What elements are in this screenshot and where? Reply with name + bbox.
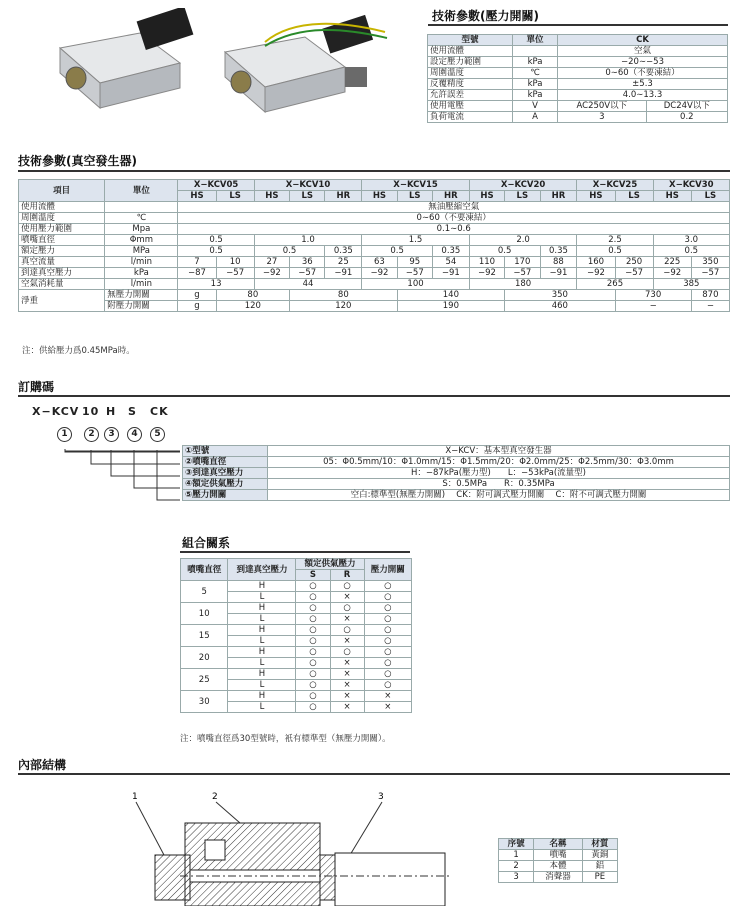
col-header: HR: [325, 191, 362, 202]
table-cell: H：−87kPa(壓力型) L：−53kPa(流量型): [268, 468, 730, 479]
table-cell: ○: [330, 581, 364, 592]
table-cell: 54: [432, 257, 469, 268]
table-cell: ×: [330, 592, 364, 603]
table-cell: 460: [505, 301, 615, 312]
table-cell: 190: [397, 301, 505, 312]
col-header: HR: [432, 191, 469, 202]
table-cell: 100: [362, 279, 470, 290]
col-header: LS: [615, 191, 653, 202]
table-cell: ○: [296, 614, 330, 625]
table-cell: 350: [691, 257, 729, 268]
table-cell: g: [178, 301, 216, 312]
table-cell: ⑤壓力開關: [183, 490, 268, 501]
table-cell: 空氣: [558, 46, 728, 57]
table-cell: kPa: [513, 90, 558, 101]
table-cell: 空白:標準型(無壓力開關) CK：附可調式壓力開關 C：附不可調式壓力開關: [268, 490, 730, 501]
table-cell: kPa: [513, 79, 558, 90]
table-cell: L: [228, 592, 296, 603]
table-cell: 設定壓力範圍: [428, 57, 513, 68]
table-cell: −92: [577, 268, 615, 279]
col-header: 型號: [428, 35, 513, 46]
table-cell: 噴嘴: [534, 850, 583, 861]
order-code-number: 4: [127, 427, 142, 442]
table-cell: A: [513, 112, 558, 123]
table-cell: H: [228, 581, 296, 592]
table-cell: H: [228, 691, 296, 702]
table-cell: 周圍溫度: [428, 68, 513, 79]
table-cell: 4.0∼13.3: [558, 90, 728, 101]
table-cell: 25: [181, 669, 228, 691]
table-cell: 170: [505, 257, 540, 268]
table-cell: 1.0: [254, 235, 362, 246]
order-code-number: 5: [150, 427, 165, 442]
order-code-part: S: [128, 405, 137, 418]
table-cell: H: [228, 625, 296, 636]
table-cell: ○: [330, 625, 364, 636]
table-cell: 20: [181, 647, 228, 669]
col-header: 壓力開關: [364, 559, 411, 581]
table-cell: 10: [181, 603, 228, 625]
table-cell: 真空流量: [19, 257, 105, 268]
table-cell: ④額定供氣壓力: [183, 479, 268, 490]
col-header: CK: [558, 35, 728, 46]
table-cell: 10: [216, 257, 254, 268]
table-cell: X−KCV：基本型真空發生器: [268, 446, 730, 457]
col-header: LS: [290, 191, 325, 202]
table-cell: 0.5: [653, 246, 729, 257]
table-cell: 本體: [534, 861, 583, 872]
col-header: S: [296, 570, 330, 581]
table-cell: 36: [290, 257, 325, 268]
table-cell: 鋁: [582, 861, 617, 872]
table-cell: L: [228, 658, 296, 669]
col-header: 名稱: [534, 839, 583, 850]
table-cell: ○: [296, 603, 330, 614]
table-cell: 0.35: [325, 246, 362, 257]
order-code-part: H: [106, 405, 117, 418]
order-title: 訂購碼: [18, 380, 55, 394]
table-cell: 2.0: [469, 235, 577, 246]
table-cell: −: [691, 301, 729, 312]
table-cell: 允許誤差: [428, 90, 513, 101]
col-header: X−KCV25: [577, 180, 653, 191]
table-cell: 反覆精度: [428, 79, 513, 90]
order-code-number: 3: [104, 427, 119, 442]
col-header: 噴嘴直徑: [181, 559, 228, 581]
table-cell: 7: [178, 257, 216, 268]
table-cell: −92: [653, 268, 691, 279]
col-header: LS: [505, 191, 540, 202]
divider: [18, 773, 730, 775]
table-cell: l/min: [105, 257, 178, 268]
table-cell: [513, 46, 558, 57]
table-cell: 63: [362, 257, 397, 268]
table-cell: ×: [330, 614, 364, 625]
table-cell: ○: [296, 691, 330, 702]
table-cell: 160: [577, 257, 615, 268]
table-cell: 0.5: [469, 246, 540, 257]
table-cell: 1: [499, 850, 534, 861]
table-cell: PE: [582, 872, 617, 883]
table-cell: 2.5: [577, 235, 653, 246]
table-cell: 附壓力開關: [105, 301, 178, 312]
divider: [428, 24, 728, 26]
table-cell: 140: [397, 290, 505, 301]
divider: [180, 551, 410, 553]
table-cell: ○: [296, 702, 330, 713]
structure-title: 內部結構: [18, 758, 67, 772]
table-cell: ○: [364, 658, 411, 669]
col-header: 項目: [19, 180, 105, 202]
table-cell: −57: [505, 268, 540, 279]
table-cell: 350: [505, 290, 615, 301]
table-cell: 3: [558, 112, 647, 123]
table-cell: −92: [362, 268, 397, 279]
callout-2: 2: [212, 792, 218, 802]
table-cell: ②噴嘴直徑: [183, 457, 268, 468]
table-cell: 3.0: [653, 235, 729, 246]
combo-title: 組合關系: [182, 536, 231, 550]
table-cell: −57: [216, 268, 254, 279]
col-header: 單位: [105, 180, 178, 202]
internal-structure-diagram: [120, 785, 460, 906]
table-cell: 空氣消耗量: [19, 279, 105, 290]
table-cell: AC250V以下: [558, 101, 647, 112]
table-cell: −20∼−53: [558, 57, 728, 68]
col-header: HS: [178, 191, 216, 202]
table-cell: 3: [499, 872, 534, 883]
table-cell: 120: [216, 301, 289, 312]
order-code-number: 2: [84, 427, 99, 442]
table-cell: 1.5: [362, 235, 470, 246]
table-cell: ○: [364, 636, 411, 647]
generator-note: 注：供給壓力爲0.45MPa時。: [22, 346, 135, 356]
table-cell: Φmm: [105, 235, 178, 246]
table-cell: ○: [364, 625, 411, 636]
table-cell: 使用流體: [19, 202, 105, 213]
table-cell: 05：Φ0.5mm/10：Φ1.0mm/15：Φ1.5mm/20：Φ2.0mm/25：Φ2.5mm/30：Φ3.0mm: [268, 457, 730, 468]
table-cell: ×: [330, 702, 364, 713]
col-header: 材質: [582, 839, 617, 850]
col-header: LS: [216, 191, 254, 202]
generator-table: [18, 179, 730, 312]
table-cell: [105, 202, 178, 213]
table-cell: Mpa: [105, 224, 178, 235]
table-cell: MPa: [105, 246, 178, 257]
table-cell: 0.2: [646, 112, 727, 123]
col-header: X−KCV15: [362, 180, 470, 191]
col-header: X−KCV05: [178, 180, 254, 191]
table-cell: H: [228, 603, 296, 614]
table-cell: 870: [691, 290, 729, 301]
pressure-switch-table: [427, 34, 728, 123]
table-cell: ○: [296, 581, 330, 592]
table-cell: g: [178, 290, 216, 301]
table-cell: 80: [216, 290, 289, 301]
table-cell: l/min: [105, 279, 178, 290]
table-cell: ×: [330, 680, 364, 691]
divider: [18, 170, 730, 172]
structure-table: [498, 838, 618, 883]
col-header: HS: [577, 191, 615, 202]
table-cell: −: [615, 301, 691, 312]
table-cell: 0.5: [178, 235, 254, 246]
col-header: 到達真空壓力: [228, 559, 296, 581]
product-photo-switch: [205, 12, 395, 117]
table-cell: 0.35: [432, 246, 469, 257]
table-cell: L: [228, 680, 296, 691]
divider: [18, 395, 730, 397]
table-cell: ○: [296, 658, 330, 669]
table-cell: ○: [364, 581, 411, 592]
table-cell: −57: [397, 268, 432, 279]
table-cell: 額定壓力: [19, 246, 105, 257]
table-cell: ○: [296, 592, 330, 603]
combo-note: 注：噴嘴直徑爲30型號時，衹有標準型（無壓力開關）。: [180, 734, 391, 744]
col-header: HS: [254, 191, 289, 202]
table-cell: 88: [540, 257, 577, 268]
table-cell: 0.1∼0.6: [178, 224, 730, 235]
table-cell: ○: [296, 680, 330, 691]
table-cell: 80: [290, 290, 398, 301]
table-cell: 5: [181, 581, 228, 603]
table-cell: 使用電壓: [428, 101, 513, 112]
order-code-part: X−KCV: [32, 405, 80, 418]
table-cell: kPa: [513, 57, 558, 68]
table-cell: ℃: [105, 213, 178, 224]
table-cell: ①型號: [183, 446, 268, 457]
table-cell: DC24V以下: [646, 101, 727, 112]
table-cell: 25: [325, 257, 362, 268]
table-cell: −91: [432, 268, 469, 279]
table-cell: 385: [653, 279, 729, 290]
col-header: R: [330, 570, 364, 581]
table-cell: 225: [653, 257, 691, 268]
table-cell: −92: [254, 268, 289, 279]
generator-title: 技術參數(真空發生器): [18, 154, 137, 168]
table-cell: ±5.3: [558, 79, 728, 90]
table-cell: 負荷電流: [428, 112, 513, 123]
callout-1: 1: [132, 792, 138, 802]
table-cell: L: [228, 702, 296, 713]
table-cell: 淨重: [19, 290, 105, 312]
table-cell: 使用壓力範圍: [19, 224, 105, 235]
table-cell: 15: [181, 625, 228, 647]
table-cell: 120: [290, 301, 398, 312]
table-cell: −87: [178, 268, 216, 279]
table-cell: 消聲器: [534, 872, 583, 883]
table-cell: 到達真空壓力: [19, 268, 105, 279]
order-table: [182, 445, 730, 501]
table-cell: 95: [397, 257, 432, 268]
col-header: X−KCV30: [653, 180, 729, 191]
table-cell: 730: [615, 290, 691, 301]
order-code-part: CK: [150, 405, 169, 418]
table-cell: ○: [330, 647, 364, 658]
table-cell: −91: [540, 268, 577, 279]
table-cell: −57: [615, 268, 653, 279]
table-cell: ○: [296, 625, 330, 636]
callout-3: 3: [378, 792, 384, 802]
table-cell: 0∼60（不要凍結）: [178, 213, 730, 224]
table-cell: H: [228, 669, 296, 680]
table-cell: kPa: [105, 268, 178, 279]
table-cell: ○: [364, 680, 411, 691]
col-header: HS: [362, 191, 397, 202]
table-cell: H: [228, 647, 296, 658]
table-cell: ×: [364, 702, 411, 713]
table-cell: 13: [178, 279, 254, 290]
table-cell: ○: [364, 614, 411, 625]
table-cell: −57: [290, 268, 325, 279]
table-cell: ×: [330, 636, 364, 647]
table-cell: S：0.5MPa R：0.35MPa: [268, 479, 730, 490]
table-cell: 0.35: [540, 246, 577, 257]
table-cell: ○: [330, 603, 364, 614]
table-cell: ○: [364, 603, 411, 614]
pressure-switch-title: 技術參數(壓力開關): [432, 9, 539, 23]
table-cell: −57: [691, 268, 729, 279]
table-cell: V: [513, 101, 558, 112]
table-cell: 27: [254, 257, 289, 268]
table-cell: 30: [181, 691, 228, 713]
order-code-number: 1: [57, 427, 72, 442]
table-cell: 180: [469, 279, 577, 290]
table-cell: 0.5: [577, 246, 653, 257]
table-cell: 噴嘴直徑: [19, 235, 105, 246]
col-header: LS: [397, 191, 432, 202]
table-cell: ×: [364, 691, 411, 702]
table-cell: 使用流體: [428, 46, 513, 57]
table-cell: −91: [325, 268, 362, 279]
table-cell: 0∼60（不要凍結）: [558, 68, 728, 79]
order-connector-lines: [0, 440, 200, 520]
product-photo-basic: [40, 8, 200, 113]
table-cell: ×: [330, 658, 364, 669]
table-cell: ○: [296, 636, 330, 647]
col-header: HS: [469, 191, 504, 202]
table-cell: ○: [364, 592, 411, 603]
col-header: HS: [653, 191, 691, 202]
table-cell: 110: [469, 257, 504, 268]
col-header: 額定供氣壓力: [296, 559, 364, 570]
table-cell: 44: [254, 279, 362, 290]
col-header: HR: [540, 191, 577, 202]
table-cell: 無壓力開關: [105, 290, 178, 301]
col-header: 單位: [513, 35, 558, 46]
order-code-part: 10: [82, 405, 100, 418]
combo-table: [180, 558, 412, 713]
table-cell: 周圍溫度: [19, 213, 105, 224]
table-cell: ○: [364, 669, 411, 680]
table-cell: 無油壓縮空氣: [178, 202, 730, 213]
col-header: X−KCV10: [254, 180, 362, 191]
table-cell: L: [228, 636, 296, 647]
table-cell: 黃銅: [582, 850, 617, 861]
col-header: 序號: [499, 839, 534, 850]
table-cell: L: [228, 614, 296, 625]
table-cell: ○: [364, 647, 411, 658]
table-cell: ×: [330, 669, 364, 680]
table-cell: 0.5: [362, 246, 433, 257]
table-cell: 2: [499, 861, 534, 872]
table-cell: ○: [296, 669, 330, 680]
table-cell: 0.5: [178, 246, 254, 257]
table-cell: 250: [615, 257, 653, 268]
table-cell: 265: [577, 279, 653, 290]
table-cell: ℃: [513, 68, 558, 79]
table-cell: ○: [296, 647, 330, 658]
table-cell: −92: [469, 268, 504, 279]
table-cell: ×: [330, 691, 364, 702]
table-cell: ③到達真空壓力: [183, 468, 268, 479]
col-header: LS: [691, 191, 729, 202]
table-cell: 0.5: [254, 246, 325, 257]
col-header: X−KCV20: [469, 180, 577, 191]
